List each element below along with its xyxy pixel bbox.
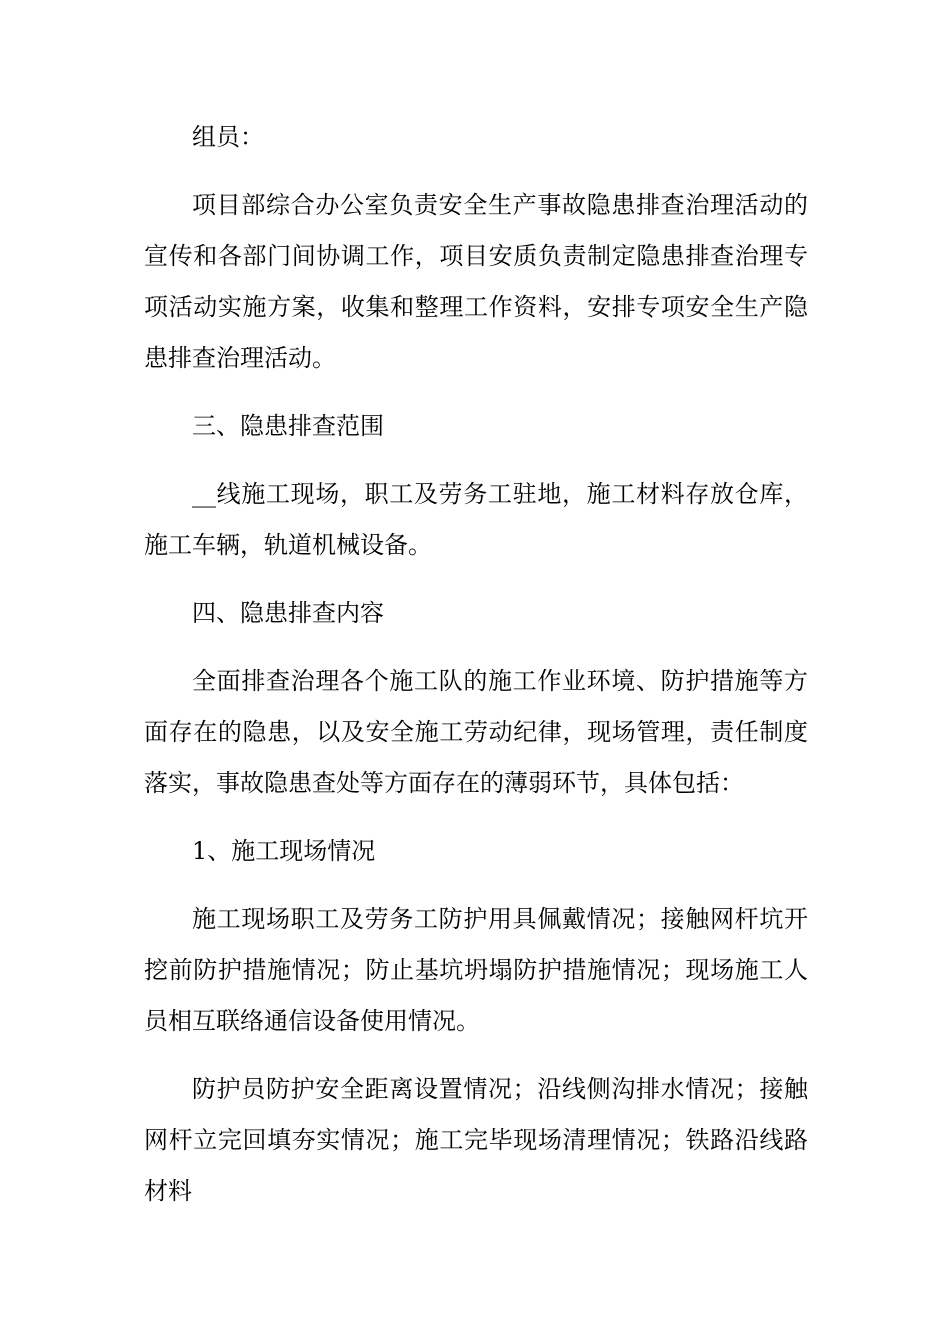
paragraph-office-duties: 项目部综合办公室负责安全生产事故隐患排查治理活动的宣传和各部门间协调工作，项目安质负责制定隐患排查治理专项活动实施方案，收集和整理工作资料，安排专项安全生产隐患排查治理活动。 — [144, 191, 808, 372]
heading-inspection-scope: 三、隐患排查范围 — [192, 412, 384, 440]
heading-inspection-content: 四、隐患排查内容 — [192, 599, 384, 627]
paragraph-members: 组员： — [192, 123, 264, 151]
heading-site-conditions: 1、施工现场情况 — [192, 837, 376, 865]
paragraph-site-conditions: 施工现场职工及劳务工防护用具佩戴情况；接触网杆坑开挖前防护措施情况；防止基坑坍塌防护措施情况；现场施工人员相互联络通信设备使用情况。 — [144, 905, 808, 1035]
paragraph-inspection-scope: __线施工现场，职工及劳务工驻地，施工材料存放仓库，施工车辆，轨道机械设备。 — [144, 480, 808, 559]
paragraph-inspection-content: 全面排查治理各个施工队的施工作业环境、防护措施等方面存在的隐患，以及安全施工劳动纪律，现场管理，责任制度落实，事故隐患查处等方面存在的薄弱环节，具体包括： — [144, 667, 808, 797]
paragraph-protection-checks: 防护员防护安全距离设置情况；沿线侧沟排水情况；接触网杆立完回填夯实情况；施工完毕现场清理情况；铁路沿线路材料 — [144, 1075, 808, 1205]
document-body — [144, 112, 808, 1234]
